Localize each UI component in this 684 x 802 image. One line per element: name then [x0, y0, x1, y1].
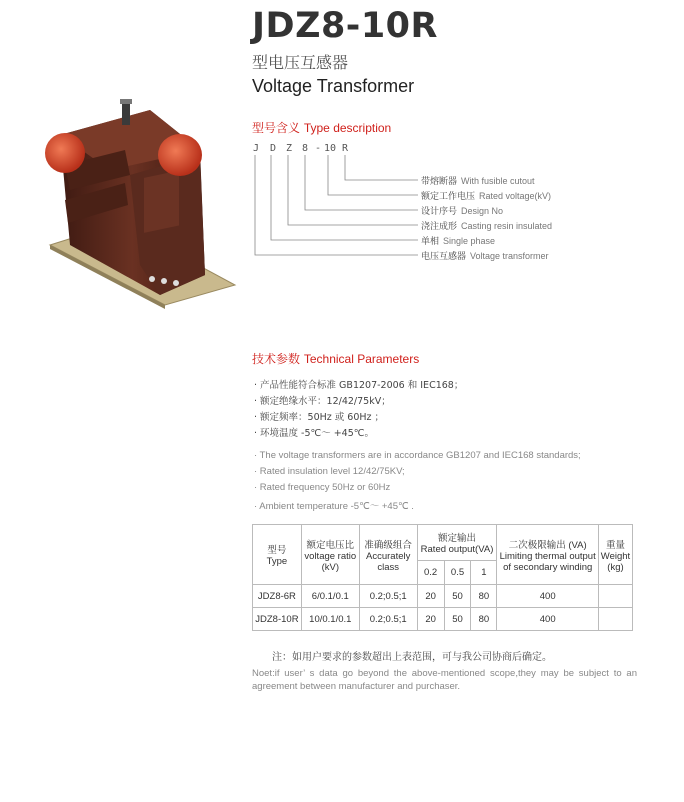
header-type: 型号 Type	[253, 525, 302, 585]
header-output-0.5: 0.5	[444, 561, 471, 585]
technical-heading-cn: 技术参数	[252, 352, 301, 366]
spec-bullet-en: · Ambient temperature -5℃～ +45℃ .	[254, 501, 414, 512]
spec-bullet-en: · The voltage transformers are in accordance GB1207 and IEC168 standards;	[254, 450, 581, 461]
header-voltage-ratio: 额定电压比 voltage ratio (kV)	[301, 525, 359, 585]
code-letter: 8	[302, 143, 309, 154]
cell-output: 50	[444, 608, 471, 631]
spec-bullet-cn: · 额定绝缘水平：12/42/75kV；	[254, 396, 391, 407]
cell-class: 0.2;0.5;1	[359, 585, 417, 608]
note-cn: 注：如用户要求的参数超出上表范围，可与我公司协商后确定。	[272, 652, 552, 663]
type-item: 带熔断器 With fusible cutout	[421, 176, 535, 187]
table-row	[253, 608, 633, 631]
type-item: 电压互感器 Voltage transformer	[421, 251, 549, 262]
cell-weight	[598, 585, 632, 608]
code-letter: J	[253, 143, 260, 154]
cell-ratio: 10/0.1/0.1	[301, 608, 359, 631]
product-name-en: Voltage Transformer	[252, 76, 415, 96]
header-weight: 重量 Weight (kg)	[598, 525, 632, 585]
header-output-0.2: 0.2	[417, 561, 444, 585]
product-model-title: JDZ8-10R	[252, 6, 438, 46]
product-name-cn: 型电压互感器	[252, 53, 349, 72]
cell-ratio: 6/0.1/0.1	[301, 585, 359, 608]
type-item: 设计序号 Design No	[421, 206, 504, 217]
code-letter: -	[315, 143, 322, 154]
note-en: Noet:if user’ s data go beyond the above-mentioned scope,they may be subject to an agreement between manufacturer and purchaser.	[252, 668, 637, 692]
spec-bullet-cn: · 额定频率：50Hz 或 60Hz ；	[254, 412, 385, 423]
code-connector-lines	[250, 155, 425, 265]
technical-parameters-heading	[252, 350, 419, 367]
spec-bullet-en: · Rated frequency 50Hz or 60Hz	[254, 482, 391, 493]
code-letter: Z	[286, 143, 293, 154]
cell-thermal: 400	[497, 585, 599, 608]
type-item: 额定工作电压 Rated voltage(kV)	[421, 191, 552, 202]
product-photo	[40, 95, 240, 310]
type-description-heading-cn: 型号含义	[252, 121, 301, 135]
cell-weight	[598, 608, 632, 631]
code-letter: D	[270, 143, 277, 154]
cell-class: 0.2;0.5;1	[359, 608, 417, 631]
technical-heading-en: Technical Parameters	[303, 352, 420, 366]
type-description-heading-en: Type description	[303, 121, 392, 135]
header-thermal-output: 二次极限输出 (VA) Limiting thermal output of secondary winding	[497, 525, 599, 585]
type-item: 浇注成形 Casting resin insulated	[421, 221, 553, 232]
table-row	[253, 585, 633, 608]
spec-bullet-cn: · 环境温度 -5℃～ +45℃。	[254, 428, 374, 439]
cell-output: 20	[417, 585, 444, 608]
header-output-1: 1	[471, 561, 497, 585]
header-rated-output: 额定输出 Rated output(VA)	[417, 525, 497, 561]
code-letter: R	[342, 143, 349, 154]
cell-thermal: 400	[497, 608, 599, 631]
header-accuracy-class: 准确级组合 Accurately class	[359, 525, 417, 585]
type-description-heading	[252, 119, 391, 136]
cell-output: 80	[471, 585, 497, 608]
cell-output: 20	[417, 608, 444, 631]
code-letter: 10	[324, 143, 337, 154]
spec-bullet-cn: · 产品性能符合标准 GB1207-2006 和 IEC168；	[254, 380, 464, 391]
cell-output: 80	[471, 608, 497, 631]
cell-output: 50	[444, 585, 471, 608]
spec-bullet-en: · Rated insulation level 12/42/75KV;	[254, 466, 405, 477]
cell-type: JDZ8-10R	[253, 608, 302, 631]
cell-type: JDZ8-6R	[253, 585, 302, 608]
type-item: 单相 Single phase	[421, 236, 496, 247]
spec-table	[252, 524, 633, 631]
